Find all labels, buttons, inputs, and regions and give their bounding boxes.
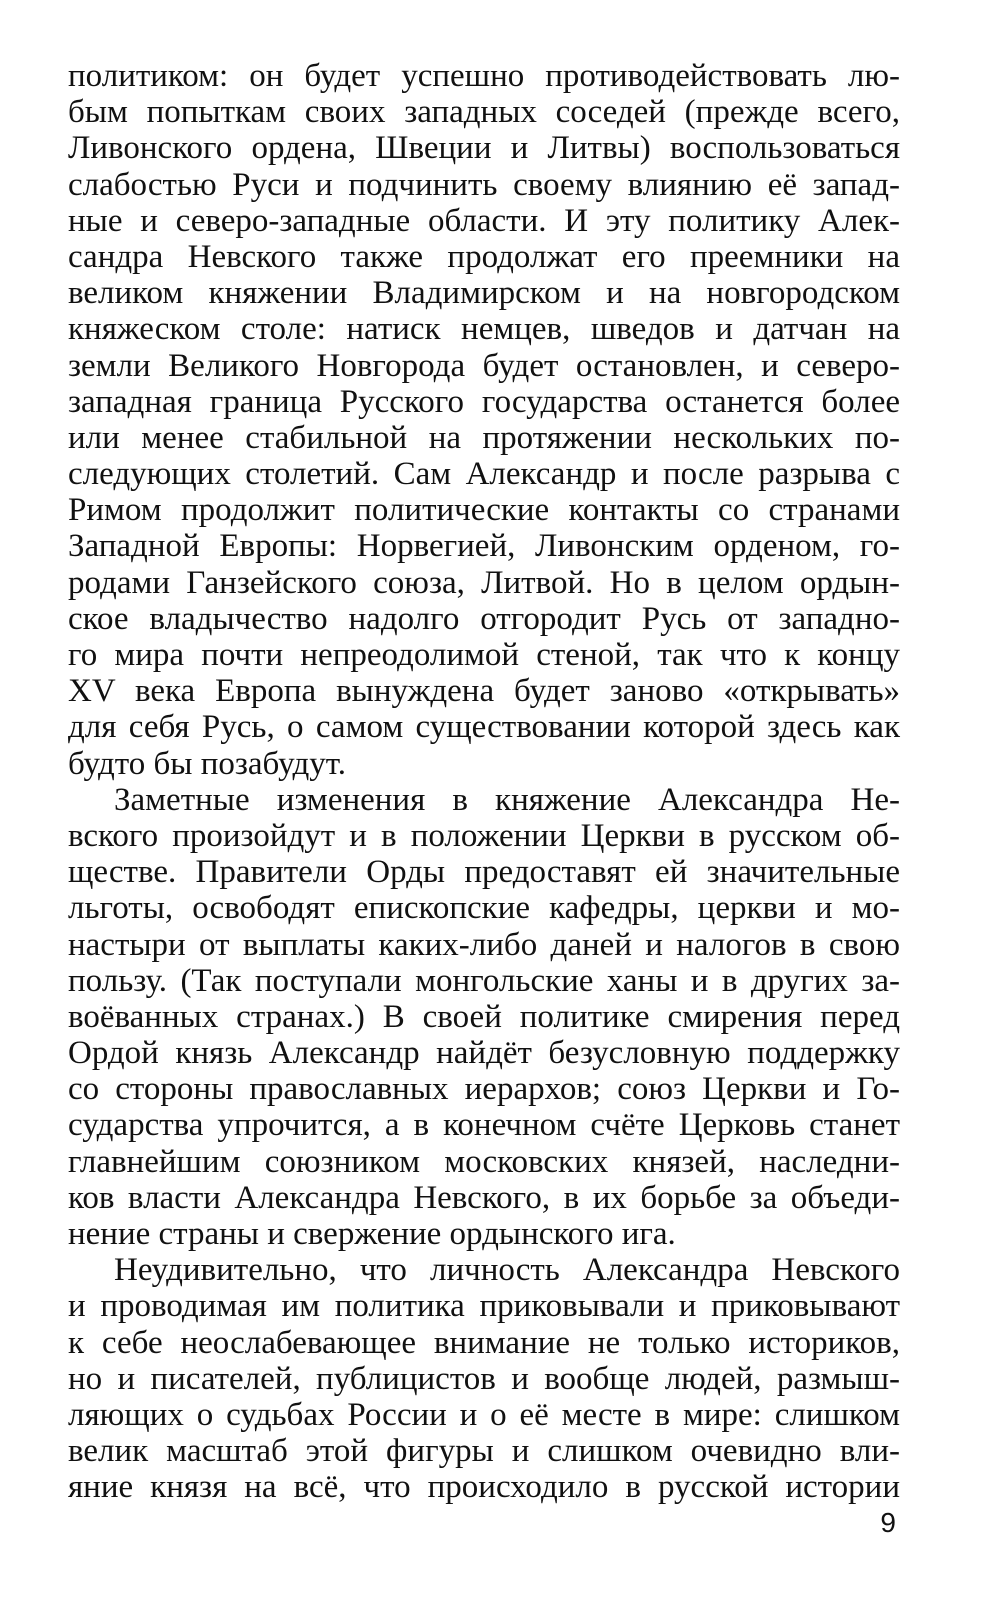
- text-line: сударства упрочится, а в конечном счёте Церковь станет: [68, 1107, 900, 1144]
- text-line: со стороны православных иерархов; союз Церкви и Го-: [68, 1071, 900, 1108]
- text-line: главнейшим союзником московских князей, наследни-: [68, 1143, 900, 1180]
- text-line: ществе. Правители Орды предоставят ей значительные: [68, 854, 900, 891]
- text-line: Римом продолжит политические контакты со странами: [68, 492, 900, 529]
- paragraph-2: [68, 782, 900, 1252]
- text-line: XV века Европа вынуждена будет заново «открывать»: [68, 673, 900, 710]
- text-line: велик масштаб этой фигуры и слишком очевидно вли-: [68, 1433, 900, 1470]
- text-line: но и писателей, публицистов и вообще людей, размыш-: [68, 1360, 900, 1397]
- text-line: ные и северо-западные области. И эту политику Алек-: [68, 202, 900, 239]
- text-line: вского произойдут и в положении Церкви в русском об-: [68, 817, 900, 854]
- text-line: или менее стабильной на протяжении нескольких по-: [68, 419, 900, 456]
- text-line: княжеском столе: натиск немцев, шведов и датчан на: [68, 311, 900, 348]
- text-line: великом княжении Владимирском и на новгородском: [68, 275, 900, 312]
- text-line: родами Ганзейского союза, Литвой. Но в целом ордын-: [68, 564, 900, 601]
- text-line: будто бы позабудут.: [68, 745, 346, 782]
- paragraph-1: [68, 58, 900, 782]
- text-line: земли Великого Новгорода будет остановлен, и северо-: [68, 347, 900, 384]
- text-line: нение страны и свержение ордынского ига.: [68, 1216, 676, 1252]
- text-line: бым попыткам своих западных соседей (прежде всего,: [68, 94, 900, 131]
- text-line: льготы, освободят епископские кафедры, церкви и мо-: [68, 890, 900, 927]
- paragraph-3: [68, 1252, 900, 1505]
- text-line: следующих столетий. Сам Александр и после разрыва с: [68, 456, 900, 493]
- page-body: [68, 58, 900, 1506]
- text-line: к себе неослабевающее внимание не только историков,: [68, 1324, 900, 1361]
- text-line: сандра Невского также продолжат его преемники на: [68, 238, 900, 275]
- text-line: западная граница Русского государства останется более: [68, 383, 900, 420]
- text-line: ков власти Александра Невского, в их борьбе за объеди-: [68, 1179, 900, 1216]
- text-line: политиком: он будет успешно противодействовать лю-: [68, 58, 900, 94]
- text-line: настыри от выплаты каких-либо даней и налогов в свою: [68, 926, 900, 963]
- text-line: ляющих о судьбах России и о её месте в мире: слишком: [68, 1396, 900, 1433]
- page-number: 9: [880, 1507, 896, 1538]
- text-line: Ливонского ордена, Швеции и Литвы) воспользоваться: [68, 130, 900, 167]
- text-line: пользу. (Так поступали монгольские ханы и в других за-: [68, 962, 900, 999]
- text-line: Неудивительно, что личность Александра Невского: [114, 1252, 900, 1289]
- text-line: для себя Русь, о самом существовании которой здесь как: [68, 709, 900, 746]
- text-line: и проводимая им политика приковывали и приковывают: [68, 1288, 900, 1325]
- text-line: слабостью Руси и подчинить своему влиянию её запад-: [68, 166, 900, 203]
- text-line: воёванных странах.) В своей политике смирения перед: [68, 998, 900, 1035]
- text-line: Ордой князь Александр найдёт безусловную поддержку: [68, 1035, 900, 1072]
- text-line: яние князя на всё, что происходило в русской истории: [68, 1469, 900, 1506]
- text-line: ское владычество надолго отгородит Русь от западно-: [68, 600, 900, 637]
- text-line: Западной Европы: Норвегией, Ливонским орденом, го-: [68, 528, 900, 565]
- text-line: го мира почти непреодолимой стеной, так что к концу: [68, 637, 900, 673]
- text-line: Заметные изменения в княжение Александра Не-: [114, 781, 900, 818]
